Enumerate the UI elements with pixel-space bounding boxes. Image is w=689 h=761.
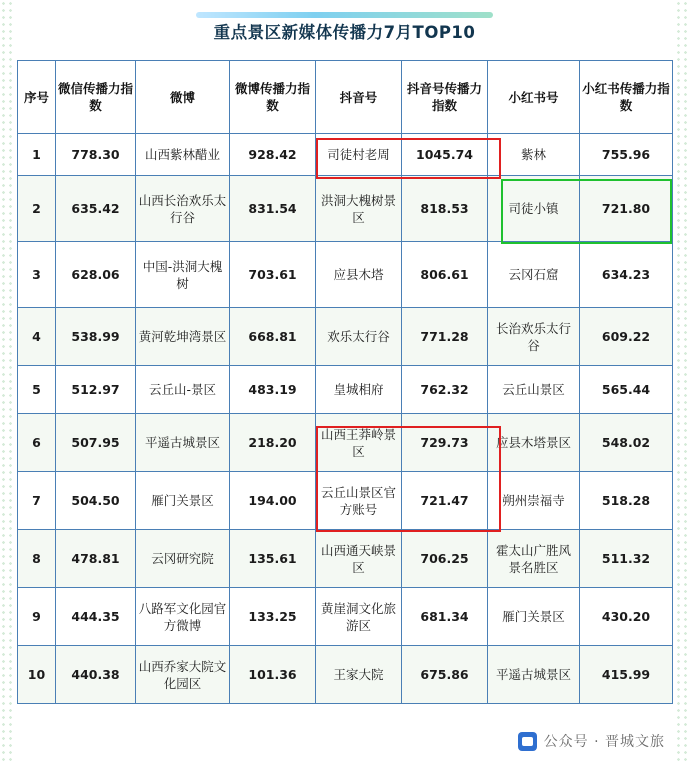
cell-weibo: 山西长治欢乐太行谷 — [136, 176, 230, 242]
cell-weibo-index: 101.36 — [230, 646, 316, 704]
cell-weibo-index: 483.19 — [230, 366, 316, 414]
cell-wechat-index: 507.95 — [56, 414, 136, 472]
cell-douyin: 欢乐太行谷 — [316, 308, 402, 366]
cell-douyin: 山西通天峡景区 — [316, 530, 402, 588]
cell-xhs-index: 565.44 — [580, 366, 673, 414]
cell-weibo-index: 831.54 — [230, 176, 316, 242]
cell-douyin-index: 806.61 — [402, 242, 488, 308]
cell-xhs: 云冈石窟 — [488, 242, 580, 308]
cell-weibo: 云冈研究院 — [136, 530, 230, 588]
cell-weibo: 中国-洪洞大槐树 — [136, 242, 230, 308]
table-row — [18, 414, 673, 472]
cell-no: 9 — [18, 588, 56, 646]
cell-xhs: 长治欢乐太行谷 — [488, 308, 580, 366]
decorative-dots-right — [675, 0, 689, 761]
cell-weibo: 云丘山-景区 — [136, 366, 230, 414]
col-header-weibo-index: 微博传播力指数 — [230, 61, 316, 134]
cell-douyin-index: 1045.74 — [402, 134, 488, 176]
cell-douyin: 皇城相府 — [316, 366, 402, 414]
cell-xhs: 朔州崇福寺 — [488, 472, 580, 530]
cell-xhs-index: 518.28 — [580, 472, 673, 530]
cell-weibo: 山西紫林醋业 — [136, 134, 230, 176]
cell-weibo-index: 703.61 — [230, 242, 316, 308]
cell-douyin: 王家大院 — [316, 646, 402, 704]
cell-xhs: 平遥古城景区 — [488, 646, 580, 704]
table-row — [18, 308, 673, 366]
cell-wechat-index: 778.30 — [56, 134, 136, 176]
cell-weibo: 山西乔家大院文化园区 — [136, 646, 230, 704]
cell-douyin: 应县木塔 — [316, 242, 402, 308]
cell-xhs: 雁门关景区 — [488, 588, 580, 646]
cell-douyin-index: 762.32 — [402, 366, 488, 414]
cell-no: 1 — [18, 134, 56, 176]
cell-wechat-index: 635.42 — [56, 176, 136, 242]
watermark-text: 公众号 · 晋城文旅 — [543, 734, 665, 750]
cell-no: 7 — [18, 472, 56, 530]
cell-wechat-index: 512.97 — [56, 366, 136, 414]
cell-no: 3 — [18, 242, 56, 308]
wechat-official-account-icon — [518, 732, 537, 751]
cell-xhs: 云丘山景区 — [488, 366, 580, 414]
cell-weibo-index: 135.61 — [230, 530, 316, 588]
table-row — [18, 472, 673, 530]
cell-no: 5 — [18, 366, 56, 414]
cell-xhs-index: 415.99 — [580, 646, 673, 704]
cell-weibo-index: 218.20 — [230, 414, 316, 472]
cell-douyin-index: 771.28 — [402, 308, 488, 366]
cell-wechat-index: 478.81 — [56, 530, 136, 588]
cell-xhs-index: 511.32 — [580, 530, 673, 588]
table-row — [18, 134, 673, 176]
table-row — [18, 646, 673, 704]
table-row — [18, 176, 673, 242]
col-header-xhs: 小红书号 — [488, 61, 580, 134]
title-area — [35, 0, 655, 50]
col-header-no: 序号 — [18, 61, 56, 134]
cell-douyin: 黄崖洞文化旅游区 — [316, 588, 402, 646]
col-header-douyin: 抖音号 — [316, 61, 402, 134]
cell-douyin: 洪洞大槐树景区 — [316, 176, 402, 242]
cell-weibo-index: 133.25 — [230, 588, 316, 646]
cell-wechat-index: 504.50 — [56, 472, 136, 530]
col-header-weibo: 微博 — [136, 61, 230, 134]
cell-xhs: 紫林 — [488, 134, 580, 176]
cell-weibo: 平遥古城景区 — [136, 414, 230, 472]
cell-xhs-index: 430.20 — [580, 588, 673, 646]
cell-weibo-index: 928.42 — [230, 134, 316, 176]
cell-no: 10 — [18, 646, 56, 704]
cell-weibo: 八路军文化园官方微博 — [136, 588, 230, 646]
table-row — [18, 530, 673, 588]
cell-no: 8 — [18, 530, 56, 588]
cell-weibo: 雁门关景区 — [136, 472, 230, 530]
cell-weibo-index: 194.00 — [230, 472, 316, 530]
ranking-table-wrapper — [17, 60, 672, 704]
cell-xhs-index: 755.96 — [580, 134, 673, 176]
cell-weibo: 黄河乾坤湾景区 — [136, 308, 230, 366]
title-bar — [196, 12, 494, 50]
col-header-wechat-index: 微信传播力指数 — [56, 61, 136, 134]
cell-douyin: 司徒村老周 — [316, 134, 402, 176]
cell-xhs-index: 634.23 — [580, 242, 673, 308]
cell-no: 4 — [18, 308, 56, 366]
table-header-row — [18, 61, 673, 134]
cell-douyin-index: 675.86 — [402, 646, 488, 704]
cell-douyin-index: 818.53 — [402, 176, 488, 242]
cell-xhs: 司徒小镇 — [488, 176, 580, 242]
cell-xhs-index: 721.80 — [580, 176, 673, 242]
cell-no: 6 — [18, 414, 56, 472]
page-title: 重点景区新媒体传播力7月TOP10 — [213, 23, 476, 42]
cell-xhs: 应县木塔景区 — [488, 414, 580, 472]
cell-xhs-index: 548.02 — [580, 414, 673, 472]
cell-douyin-index: 681.34 — [402, 588, 488, 646]
col-header-douyin-index: 抖音号传播力指数 — [402, 61, 488, 134]
table-row — [18, 366, 673, 414]
table-row — [18, 588, 673, 646]
cell-douyin-index: 721.47 — [402, 472, 488, 530]
ranking-table — [17, 60, 673, 704]
col-header-xhs-index: 小红书传播力指数 — [580, 61, 673, 134]
cell-douyin-index: 706.25 — [402, 530, 488, 588]
cell-xhs-index: 609.22 — [580, 308, 673, 366]
cell-wechat-index: 628.06 — [56, 242, 136, 308]
cell-no: 2 — [18, 176, 56, 242]
decorative-dots-left — [0, 0, 14, 761]
table-row — [18, 242, 673, 308]
watermark — [518, 731, 665, 751]
cell-douyin: 云丘山景区官方账号 — [316, 472, 402, 530]
cell-xhs: 霍太山广胜风景名胜区 — [488, 530, 580, 588]
cell-weibo-index: 668.81 — [230, 308, 316, 366]
cell-douyin-index: 729.73 — [402, 414, 488, 472]
cell-douyin: 山西王莽岭景区 — [316, 414, 402, 472]
cell-wechat-index: 440.38 — [56, 646, 136, 704]
cell-wechat-index: 444.35 — [56, 588, 136, 646]
cell-wechat-index: 538.99 — [56, 308, 136, 366]
